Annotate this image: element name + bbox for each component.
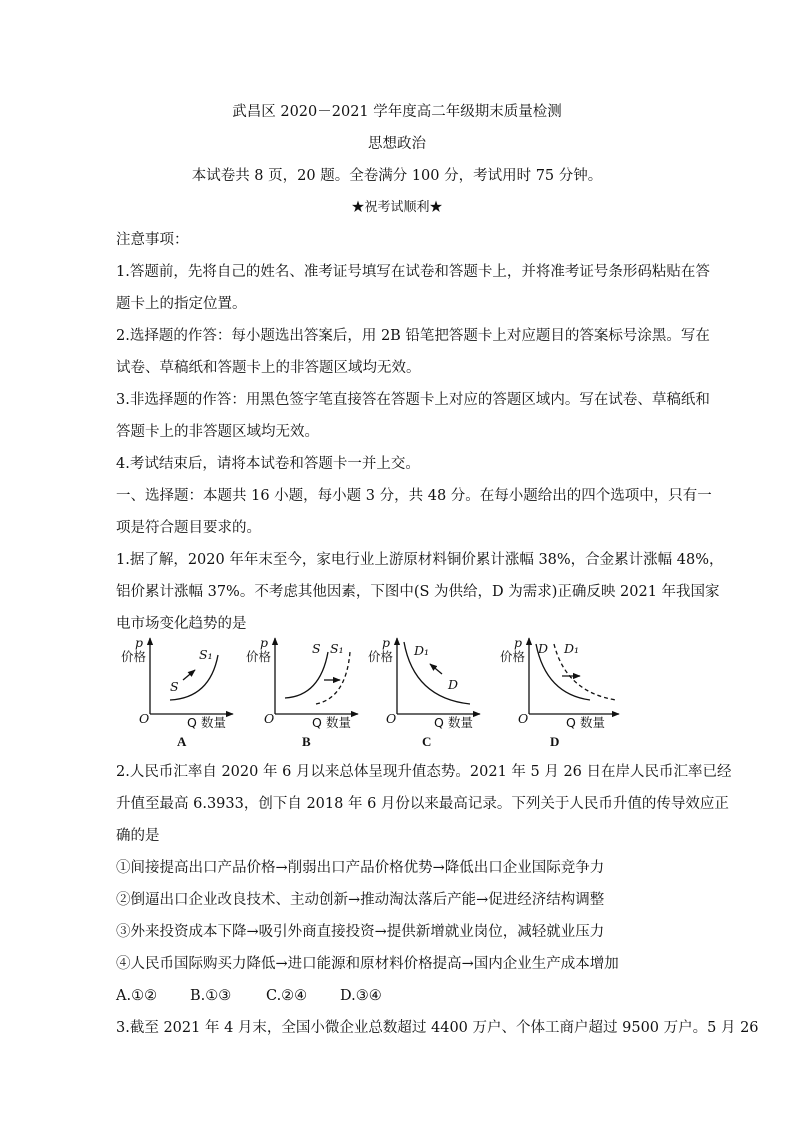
axis-p-label: p xyxy=(260,635,269,650)
figure-caption: C xyxy=(422,734,432,749)
axis-qty-label: 数量 xyxy=(448,715,474,730)
subject-title: 思想政治 xyxy=(368,136,426,152)
figure-c xyxy=(362,630,487,750)
axis-q-label: Q xyxy=(312,715,322,730)
answer-choice-b: B.①③ xyxy=(190,988,232,1004)
figure-d xyxy=(494,630,624,750)
figure-a xyxy=(115,630,240,750)
axis-p-label: p xyxy=(382,635,391,650)
question-1-text: 电市场变化趋势的是 xyxy=(116,616,247,632)
question-2-option: ①间接提高出口产品价格→削弱出口产品价格优势→降低出口企业国际竞争力 xyxy=(116,860,605,876)
axis-price-label: 价格 xyxy=(121,649,147,664)
axis-q-label: Q xyxy=(434,715,444,730)
notes-line: 2.选择题的作答：每小题选出答案后，用 2B 铅笔把答题卡上对应题目的答案标号涂黑。写在 xyxy=(116,328,710,344)
figure-caption: A xyxy=(177,734,187,749)
curve-label: D₁ xyxy=(414,643,430,658)
origin-label: O xyxy=(264,711,275,726)
answer-choice-d: D.③④ xyxy=(340,988,382,1004)
exam-info: 本试卷共 8 页，20 题。全卷满分 100 分，考试用时 75 分钟。 xyxy=(191,168,603,184)
exam-title: 武昌区 2020－2021 学年度高二年级期末质量检测 xyxy=(232,104,562,120)
figure-caption: B xyxy=(302,734,311,749)
notes-line: 4.考试结束后，请将本试卷和答题卡一并上交。 xyxy=(116,456,420,472)
figure-b xyxy=(240,630,365,750)
notes-line: 题卡上的指定位置。 xyxy=(116,296,247,312)
question-2-text: 升值至最高 6.3933，创下自 2018 年 6 月份以来最高记录。下列关于人民币升值的传导效应正 xyxy=(116,796,729,812)
axis-price-label: 价格 xyxy=(500,649,526,664)
curve-label: S₁ xyxy=(330,641,344,656)
curve-label: S xyxy=(170,679,179,694)
notes-line: 试卷、草稿纸和答题卡上的非答题区域均无效。 xyxy=(116,360,421,376)
curve-label: S₁ xyxy=(199,647,213,662)
question-2-option: ④人民币国际购买力降低→进口能源和原材料价格提高→国内企业生产成本增加 xyxy=(116,956,619,972)
answer-choice-a: A.①② xyxy=(116,988,158,1004)
question-1-text: 1.据了解，2020 年年末至今，家电行业上游原材料铜价累计涨幅 38%，合金累计涨幅 48%， xyxy=(116,552,724,568)
axis-q-label: Q xyxy=(566,715,576,730)
axis-p-label: p xyxy=(135,635,144,650)
section-heading: 项是符合题目要求的。 xyxy=(116,520,261,536)
figure-caption: D xyxy=(550,734,560,749)
section-heading: 一、选择题：本题共 16 小题，每小题 3 分，共 48 分。在每小题给出的四个选项中，只有一 xyxy=(116,488,712,504)
axis-price-label: 价格 xyxy=(368,649,394,664)
question-2-option: ③外来投资成本下降→吸引外商直接投资→提供新增就业岗位，减轻就业压力 xyxy=(116,924,605,940)
curve-label: D xyxy=(538,641,549,656)
axis-p-label: p xyxy=(514,635,523,650)
axis-qty-label: 数量 xyxy=(580,715,606,730)
notes-line: 3.非选择题的作答：用黑色签字笔直接答在答题卡上对应的答题区域内。写在试卷、草稿纸和 xyxy=(116,392,710,408)
question-3-text: 3.截至 2021 年 4 月末，全国小微企业总数超过 4400 万户、个体工商户超过 9500 万户。5 月 26 xyxy=(116,1020,759,1036)
exam-wish: ★祝考试顺利★ xyxy=(351,200,443,215)
origin-label: O xyxy=(386,711,397,726)
origin-label: O xyxy=(139,711,150,726)
answer-choice-c: C.②④ xyxy=(266,988,308,1004)
curve-label: D₁ xyxy=(564,641,580,656)
question-2-text: 2.人民币汇率自 2020 年 6 月以来总体呈现升值态势。2021 年 5 月 26 日在岸人民币汇率已经 xyxy=(116,764,732,780)
axis-price-label: 价格 xyxy=(246,649,272,664)
axis-qty-label: 数量 xyxy=(326,715,352,730)
curve-label: D xyxy=(448,677,459,692)
origin-label: O xyxy=(518,711,529,726)
curve-label: S xyxy=(312,641,321,656)
question-2-text: 确的是 xyxy=(116,828,160,844)
question-1-text: 铝价累计涨幅 37%。不考虑其他因素，下图中(S 为供给，D 为需求)正确反映 2021 年我国家 xyxy=(116,584,720,600)
axis-qty-label: 数量 xyxy=(201,715,227,730)
axis-q-label: Q xyxy=(187,715,197,730)
notes-heading: 注意事项： xyxy=(116,232,189,248)
notes-line: 答题卡上的非答题区域均无效。 xyxy=(116,424,319,440)
notes-line: 1.答题前，先将自己的姓名、准考证号填写在试卷和答题卡上，并将准考证号条形码粘贴在答 xyxy=(116,264,710,280)
question-2-option: ②倒逼出口企业改良技术、主动创新→推动淘汰落后产能→促进经济结构调整 xyxy=(116,892,605,908)
